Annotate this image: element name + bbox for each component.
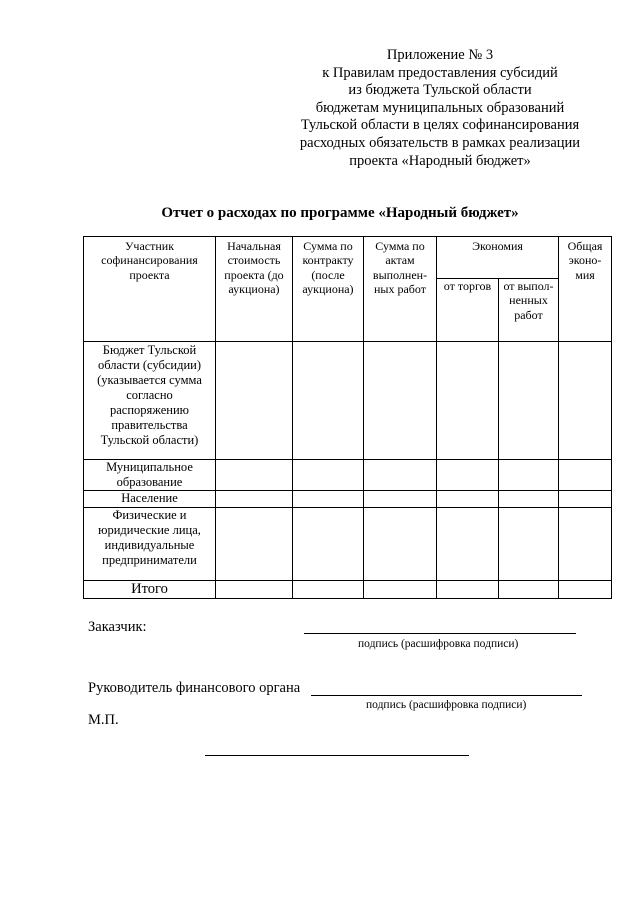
- table-cell[interactable]: [293, 508, 364, 581]
- table-cell[interactable]: [559, 460, 612, 491]
- table-cell[interactable]: [499, 460, 559, 491]
- total-label: Итого: [84, 581, 216, 599]
- report-title: Отчет о расходах по программе «Народный бюджет»: [161, 205, 519, 221]
- stamp-line[interactable]: [205, 755, 469, 756]
- appendix-line: расходных обязательств в рамках реализации: [299, 134, 581, 151]
- table-row: [84, 491, 612, 508]
- table-cell[interactable]: [216, 491, 293, 508]
- appendix-line: Тульской области в целях софинансирования: [300, 117, 580, 134]
- finance-signature-hint: подпись (расшифровка подписи): [366, 699, 527, 711]
- table-cell[interactable]: [559, 491, 612, 508]
- table-cell[interactable]: [499, 342, 559, 460]
- header-economy-works: от выпол-ненных работ: [499, 279, 559, 342]
- table-cell[interactable]: [364, 342, 437, 460]
- customer-signature-hint: подпись (расшифровка подписи): [358, 638, 519, 650]
- table-cell[interactable]: [499, 581, 559, 599]
- header-economy: Экономия: [437, 237, 559, 279]
- stamp-label: М.П.: [88, 712, 119, 728]
- report-table: [83, 236, 612, 599]
- table-cell[interactable]: [216, 460, 293, 491]
- table-cell[interactable]: [216, 581, 293, 599]
- table-cell[interactable]: [499, 508, 559, 581]
- table-cell[interactable]: [559, 342, 612, 460]
- header-initial-cost: Начальная стоимость проекта (до аукциона): [216, 237, 293, 342]
- table-cell[interactable]: [293, 460, 364, 491]
- table-cell[interactable]: [216, 342, 293, 460]
- table-cell[interactable]: [437, 581, 499, 599]
- table-cell[interactable]: [437, 460, 499, 491]
- table-row: [84, 342, 612, 460]
- customer-signature-line[interactable]: [304, 633, 576, 634]
- table-cell[interactable]: [559, 508, 612, 581]
- appendix-line: к Правилам предоставления субсидий: [322, 64, 558, 81]
- table-cell[interactable]: [293, 581, 364, 599]
- header-participant: Участник софинансирования проекта: [84, 237, 216, 342]
- row-label: Муниципальное образование: [84, 460, 216, 491]
- table-cell[interactable]: [364, 491, 437, 508]
- appendix-line: бюджетам муниципальных образований: [315, 99, 565, 116]
- appendix-header: [280, 47, 600, 170]
- table-cell[interactable]: [499, 491, 559, 508]
- row-label: Физические и юридические лица, индивидуальные предприниматели: [84, 508, 216, 581]
- header-contract-sum: Сумма по контракту (после аукциона): [293, 237, 364, 342]
- table-cell[interactable]: [364, 508, 437, 581]
- row-label: Население: [84, 491, 216, 508]
- finance-signature-line[interactable]: [311, 695, 582, 696]
- header-acts-sum: Сумма по актам выполнен-ных работ: [364, 237, 437, 342]
- header-total-economy: Общая эконо-мия: [559, 237, 612, 342]
- table-cell[interactable]: [364, 460, 437, 491]
- table-row-total: [84, 581, 612, 599]
- appendix-line: проекта «Народный бюджет»: [349, 152, 531, 169]
- table-cell[interactable]: [559, 581, 612, 599]
- table-cell[interactable]: [437, 342, 499, 460]
- table-row: [84, 508, 612, 581]
- table-row: [84, 460, 612, 491]
- finance-head-label: Руководитель финансового органа: [88, 680, 301, 696]
- table-cell[interactable]: [293, 491, 364, 508]
- table-cell[interactable]: [364, 581, 437, 599]
- appendix-line: Приложение № 3: [386, 47, 494, 63]
- row-label: Бюджет Тульской области (субсидии) (указывается сумма согласно распоряжению правительства Тульской области): [84, 342, 216, 460]
- table-cell[interactable]: [437, 491, 499, 508]
- customer-label: Заказчик:: [88, 619, 147, 635]
- table-cell[interactable]: [437, 508, 499, 581]
- table-cell[interactable]: [293, 342, 364, 460]
- appendix-line: из бюджета Тульской области: [348, 82, 532, 99]
- table-cell[interactable]: [216, 508, 293, 581]
- header-economy-tenders: от торгов: [437, 279, 499, 342]
